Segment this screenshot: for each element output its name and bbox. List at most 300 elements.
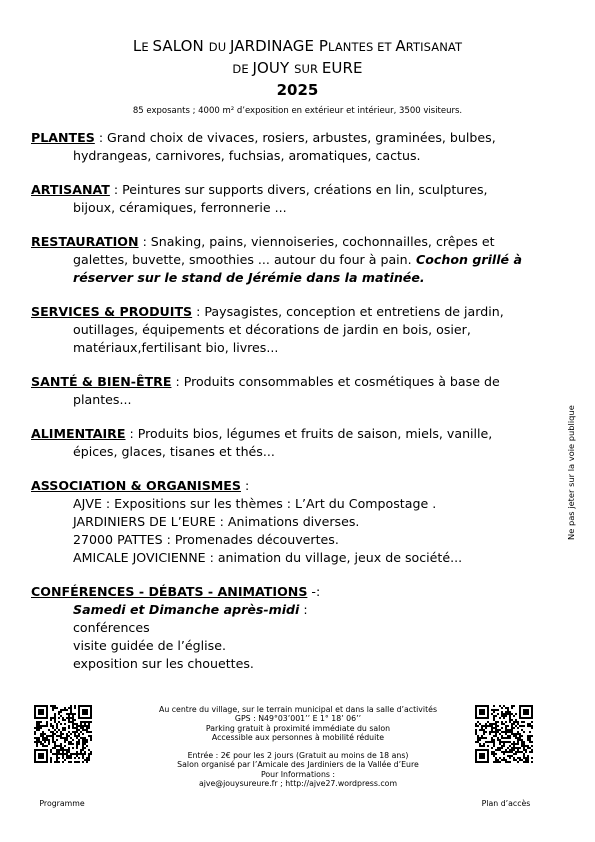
qr-module [511,755,513,757]
qr-module [517,727,519,729]
section-block [31,477,551,567]
section-line [73,655,551,673]
qr-module [56,707,58,709]
qr-module [491,729,493,731]
qr-module [70,713,72,715]
qr-module [509,749,511,751]
qr-module [495,725,497,727]
qr-module [88,725,90,727]
qr-module [58,757,60,759]
qr-module [62,753,64,755]
qr-module [529,731,531,733]
qr-module [52,739,54,741]
qr-code-access-map[interactable] [475,705,533,763]
qr-module [80,725,82,727]
footer-line: Parking gratuit à proximité immédiate du salon [205,723,391,733]
qr-module [50,719,52,721]
qr-module [58,729,60,731]
section-text: : [241,478,250,493]
qr-module [80,751,82,753]
title-fragment: E [141,40,153,54]
qr-module [489,723,491,725]
qr-module [68,747,70,749]
qr-module [481,729,483,731]
qr-module [82,737,84,739]
qr-module [523,743,525,745]
qr-module [499,741,501,743]
qr-module [62,749,64,751]
qr-module [70,753,72,755]
qr-module [78,725,80,727]
qr-module [501,715,503,717]
qr-module [527,735,529,737]
qr-module [509,751,511,753]
qr-module [499,739,501,741]
qr-module [493,735,495,737]
qr-module [511,725,513,727]
section-text: : Paysagistes, conception et entretiens de jardin, [192,304,504,319]
qr-module [497,747,499,749]
qr-module [511,743,513,745]
qr-module [46,745,48,747]
qr-module [74,723,76,725]
event-year: 2025 [276,81,319,99]
qr-module [483,743,485,745]
qr-module [66,753,68,755]
section-line [73,637,551,655]
qr-module [38,729,40,731]
qr-module [82,761,84,763]
qr-module [477,737,479,739]
qr-module [80,737,82,739]
qr-module [521,725,523,727]
qr-module [523,747,525,749]
qr-module [531,749,533,751]
qr-module [517,721,519,723]
qr-module [74,727,76,729]
qr-module [36,743,38,745]
qr-module [499,749,501,751]
qr-module [42,725,44,727]
qr-module [68,741,70,743]
qr-module [499,729,501,731]
qr-module [499,761,501,763]
qr-module [479,737,481,739]
qr-module [503,743,505,745]
qr-module [58,711,60,713]
qr-module [74,707,76,709]
qr-module [40,727,42,729]
qr-module [42,737,44,739]
qr-code-programme[interactable] [34,705,92,763]
qr-module [481,735,483,737]
qr-module [54,717,56,719]
qr-module [34,733,36,735]
qr-module [56,735,58,737]
qr-module [507,711,509,713]
qr-module [84,741,86,743]
qr-module [78,739,80,741]
title-fragment: L [132,37,142,55]
qr-module [54,705,56,707]
qr-module [513,753,515,755]
qr-module [481,727,483,729]
section-title: ASSOCIATION & ORGANISMES [31,478,241,493]
qr-module [78,729,80,731]
section-line-text: 27000 PATTES : Promenades découvertes. [73,532,339,547]
qr-module [52,731,54,733]
qr-module [50,705,52,707]
qr-module [42,739,44,741]
qr-module [54,729,56,731]
qr-module [64,759,66,761]
qr-module [70,721,72,723]
qr-module [42,735,44,737]
qr-module [477,735,479,737]
qr-module [513,743,515,745]
qr-module [36,721,38,723]
qr-module [511,705,513,707]
qr-module [493,741,495,743]
qr-module [513,745,515,747]
qr-module [507,725,509,727]
qr-module [68,717,70,719]
qr-module [495,709,497,711]
qr-module [507,713,509,715]
qr-module [68,757,70,759]
qr-module [90,739,92,741]
qr-module [62,757,64,759]
qr-module [68,755,70,757]
qr-module [54,715,56,717]
qr-module [84,725,86,727]
qr-module [50,749,52,751]
section-text: : Peintures sur supports divers, créations en lin, sculptures, [109,182,488,197]
qr-module [68,721,70,723]
qr-module [493,709,495,711]
qr-module [66,733,68,735]
qr-module [525,759,527,761]
qr-module [38,739,40,741]
section-block [31,129,551,165]
qr-module [70,705,72,707]
qr-module [479,739,481,741]
qr-module [505,733,507,735]
qr-module [503,759,505,761]
qr-module [78,741,80,743]
qr-module [499,743,501,745]
qr-module [38,727,40,729]
qr-module [531,757,533,759]
qr-module [34,727,36,729]
section-first-line [31,303,551,321]
qr-module [36,725,38,727]
qr-module [44,745,46,747]
qr-module [497,729,499,731]
qr-module [62,717,64,719]
qr-module [513,757,515,759]
qr-module [503,751,505,753]
qr-module [523,745,525,747]
qr-module [509,745,511,747]
qr-module [50,731,52,733]
qr-module [84,747,86,749]
qr-module [54,741,56,743]
qr-module [521,729,523,731]
qr-module [72,719,74,721]
section-first-line [31,583,551,601]
qr-module [499,747,501,749]
qr-module [78,757,80,759]
qr-module [509,729,511,731]
qr-module [66,749,68,751]
section-first-line [31,477,551,495]
section-first-line [31,425,551,443]
qr-module [501,713,503,715]
qr-module [54,733,56,735]
qr-module [531,727,533,729]
qr-module [505,737,507,739]
qr-module [485,741,487,743]
qr-module [88,757,90,759]
qr-module [477,739,479,741]
qr-module [70,733,72,735]
qr-module [495,715,497,717]
section-line [73,513,551,531]
qr-module [523,725,525,727]
qr-module [52,747,54,749]
qr-module [66,757,68,759]
qr-module [517,739,519,741]
qr-module [479,745,481,747]
qr-label-access-map: Plan d’accès [481,799,531,808]
qr-module [513,705,515,707]
qr-module [511,727,513,729]
qr-module [495,727,497,729]
qr-module [519,751,521,753]
qr-module [491,731,493,733]
qr-module [501,741,503,743]
qr-module [515,747,517,749]
title-fragment: SUR [294,62,322,76]
qr-module [495,731,497,733]
qr-module [72,717,74,719]
qr-module [76,727,78,729]
qr-module [493,719,495,721]
qr-module [519,725,521,727]
qr-module [68,731,70,733]
qr-module [509,755,511,757]
qr-module [497,713,499,715]
section-continuation [31,199,551,217]
section-highlight: Cochon grillé à réserver sur le stand de Jérémie dans la matinée. [73,252,522,285]
qr-module [529,725,531,727]
qr-module [64,739,66,741]
section-line-text: AJVE : Expositions sur les thèmes : L’Art du Compostage . [73,496,437,511]
qr-module [58,751,60,753]
qr-module [76,725,78,727]
qr-module [501,721,503,723]
qr-module [82,745,84,747]
qr-module [56,723,58,725]
qr-module [84,753,86,755]
title-fragment: JOUY [252,59,295,77]
qr-module [64,745,66,747]
qr-module [513,721,515,723]
qr-module [503,723,505,725]
qr-module [76,755,78,757]
qr-module [60,745,62,747]
section-first-line [31,129,551,147]
qr-module [507,747,509,749]
qr-module [62,761,64,763]
qr-module [515,725,517,727]
section-line-text: plantes... [73,392,132,407]
section-title: CONFÉRENCES - DÉBATS - ANIMATIONS [31,584,308,599]
qr-module [44,725,46,727]
qr-module [493,715,495,717]
qr-module [527,723,529,725]
section-line [73,199,551,217]
qr-module [491,739,493,741]
qr-module [509,735,511,737]
qr-module [507,761,509,763]
qr-module [54,747,56,749]
qr-module [501,751,503,753]
qr-module [523,755,525,757]
qr-module [90,731,92,733]
qr-module [515,733,517,735]
qr-module [82,755,84,757]
qr-module [50,717,52,719]
qr-module [82,739,84,741]
section-block [31,303,551,357]
qr-module [74,753,76,755]
qr-module [72,721,74,723]
section-text: : Produits consommables et cosmétiques à base de [171,374,500,389]
qr-module [70,711,72,713]
qr-module [527,739,529,741]
qr-module [36,723,38,725]
qr-module [497,759,499,761]
qr-module [487,745,489,747]
qr-module [52,741,54,743]
qr-module [70,717,72,719]
qr-module [38,723,40,725]
qr-module [491,741,493,743]
footer-line: ajve@jouysureure.fr ; http://ajve27.wordpress.com [198,779,398,789]
qr-module [517,741,519,743]
qr-module [62,733,64,735]
qr-module [495,723,497,725]
qr-module [72,753,74,755]
footer-line: Au centre du village, sur le terrain municipal et dans la salle d’activités [158,705,438,714]
qr-module [491,723,493,725]
qr-module [523,721,525,723]
qr-module [513,749,515,751]
qr-module [48,739,50,741]
qr-module [76,753,78,755]
qr-module [64,709,66,711]
qr-module [86,729,88,731]
qr-module [493,717,495,719]
qr-module [517,751,519,753]
qr-module [76,741,78,743]
qr-module [511,719,513,721]
qr-module [42,743,44,745]
venue-info [120,705,476,742]
section-line [73,619,551,637]
qr-module [60,733,62,735]
qr-module [515,751,517,753]
qr-module [491,737,493,739]
qr-module [517,761,519,763]
qr-module [62,727,64,729]
qr-module [38,725,40,727]
qr-module [56,755,58,757]
qr-module [86,725,88,727]
section-line-text: hydrangeas, carnivores, fuchsias, aromatiques, cactus. [73,148,421,163]
qr-finder [38,709,44,715]
qr-module [521,735,523,737]
section-title: SERVICES & PRODUITS [31,304,193,319]
qr-module [82,753,84,755]
qr-module [74,733,76,735]
qr-module [72,747,74,749]
section-title: PLANTES [31,130,95,145]
qr-module [62,719,64,721]
qr-module [70,755,72,757]
qr-module [86,757,88,759]
qr-module [60,749,62,751]
qr-module [82,747,84,749]
section-schedule [31,601,551,619]
qr-module [64,723,66,725]
footer-line: Accessible aux personnes à mobilité réduite [211,732,385,742]
qr-module [521,743,523,745]
qr-module [42,745,44,747]
qr-module [50,751,52,753]
qr-module [68,715,70,717]
qr-finder [82,709,88,715]
qr-module [519,757,521,759]
qr-module [82,743,84,745]
qr-module [511,733,513,735]
practical-info [120,705,476,788]
qr-module [505,715,507,717]
qr-module [44,739,46,741]
section-line [73,495,551,513]
qr-module [46,725,48,727]
qr-module [52,707,54,709]
qr-module [66,755,68,757]
qr-module [76,751,78,753]
qr-module [90,721,92,723]
qr-module [505,707,507,709]
qr-module [517,731,519,733]
entry-info [120,751,476,788]
qr-module [46,723,48,725]
qr-module [72,725,74,727]
section-line-text: matériaux,fertilisant bio, livres... [73,340,279,355]
qr-module [507,707,509,709]
qr-module [527,761,529,763]
qr-module [52,737,54,739]
qr-module [485,737,487,739]
qr-module [519,737,521,739]
qr-module [495,735,497,737]
qr-module [88,759,90,761]
